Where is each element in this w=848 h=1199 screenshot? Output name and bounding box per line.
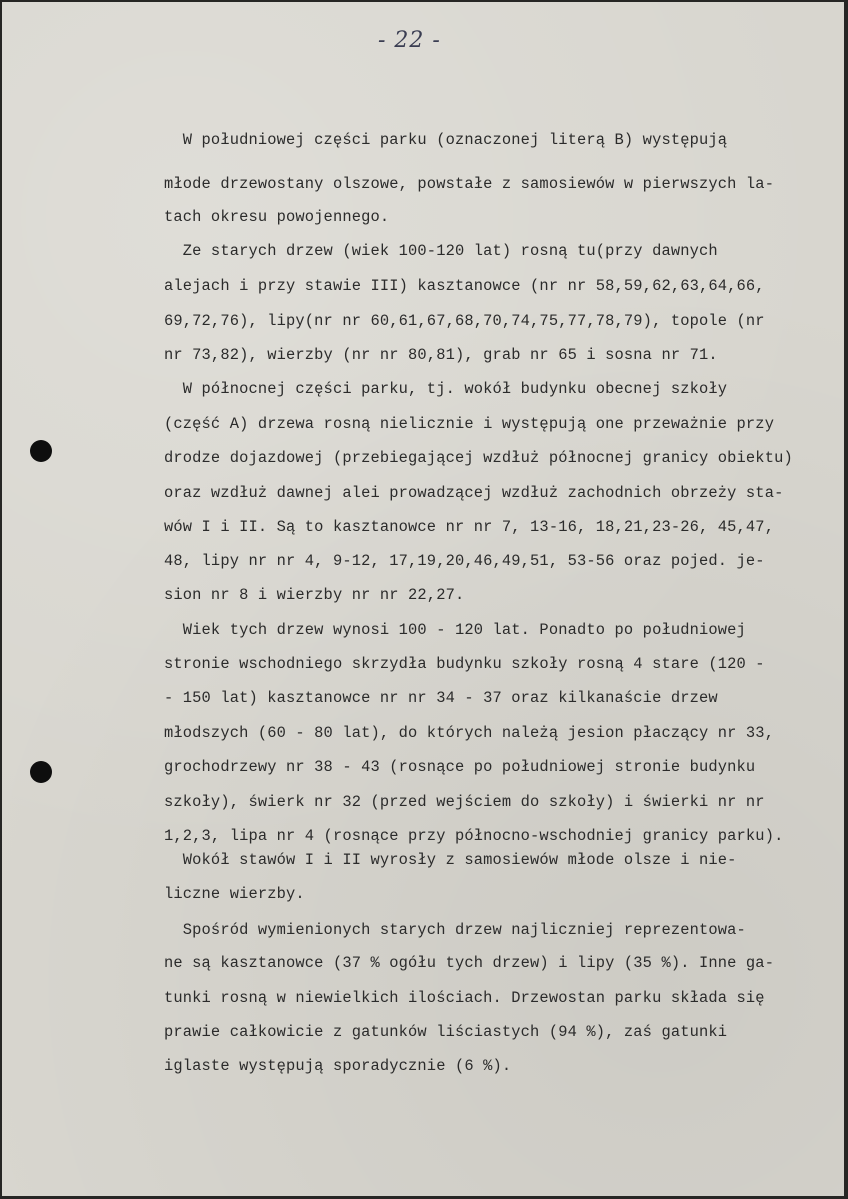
text-line: nr 73,82), wierzby (nr nr 80,81), grab nr 65 i sosna nr 71.: [164, 346, 718, 364]
text-line: wów I i II. Są to kasztanowce nr nr 7, 13-16, 18,21,23-26, 45,47,: [164, 518, 775, 536]
document-page: [2, 2, 844, 1196]
text-line: grochodrzewy nr 38 - 43 (rosnące po południowej stronie budynku: [164, 758, 756, 776]
text-line: Wokół stawów I i II wyrosły z samosiewów młode olsze i nie-: [164, 851, 737, 869]
text-line: młode drzewostany olszowe, powstałe z samosiewów w pierwszych la-: [164, 175, 775, 193]
text-line: szkoły), świerk nr 32 (przed wejściem do szkoły) i świerki nr nr: [164, 793, 765, 811]
text-line: ne są kasztanowce (37 % ogółu tych drzew) i lipy (35 %). Inne ga-: [164, 954, 775, 972]
text-line: oraz wzdłuż dawnej alei prowadzącej wzdłuż zachodnich obrzeży sta-: [164, 484, 784, 502]
text-line: tunki rosną w niewielkich ilościach. Drzewostan parku składa się: [164, 989, 765, 1007]
text-line: 1,2,3, lipa nr 4 (rosnące przy północno-wschodniej granicy parku).: [164, 827, 784, 845]
punch-hole-upper: [30, 440, 52, 462]
text-line: tach okresu powojennego.: [164, 208, 390, 226]
text-line: liczne wierzby.: [164, 885, 305, 903]
text-line: Spośród wymienionych starych drzew najliczniej reprezentowa-: [164, 921, 746, 939]
text-line: iglaste występują sporadycznie (6 %).: [164, 1057, 512, 1075]
text-line: Ze starych drzew (wiek 100-120 lat) rosną tu(przy dawnych: [164, 242, 718, 260]
text-line: Wiek tych drzew wynosi 100 - 120 lat. Ponadto po południowej: [164, 621, 746, 639]
text-line: 48, lipy nr nr 4, 9-12, 17,19,20,46,49,51, 53-56 oraz pojed. je-: [164, 552, 765, 570]
text-line: alejach i przy stawie III) kasztanowce (nr nr 58,59,62,63,64,66,: [164, 277, 765, 295]
text-line: W południowej części parku (oznaczonej literą B) występują: [164, 131, 728, 149]
text-line: stronie wschodniego skrzydła budynku szkoły rosną 4 stare (120 -: [164, 655, 765, 673]
text-line: - 150 lat) kasztanowce nr nr 34 - 37 oraz kilkanaście drzew: [164, 689, 718, 707]
text-line: młodszych (60 - 80 lat), do których należą jesion płaczący nr 33,: [164, 724, 775, 742]
text-line: W północnej części parku, tj. wokół budynku obecnej szkoły: [164, 380, 728, 398]
page-number: - 22 -: [378, 28, 441, 53]
text-line: (część A) drzewa rosną nielicznie i występują one przeważnie przy: [164, 415, 775, 433]
punch-hole-lower: [30, 761, 52, 783]
text-line: prawie całkowicie z gatunków liściastych (94 %), zaś gatunki: [164, 1023, 728, 1041]
text-line: 69,72,76), lipy(nr nr 60,61,67,68,70,74,75,77,78,79), topole (nr: [164, 312, 765, 330]
text-line: sion nr 8 i wierzby nr nr 22,27.: [164, 586, 465, 604]
text-line: drodze dojazdowej (przebiegającej wzdłuż północnej granicy obiektu): [164, 449, 793, 467]
